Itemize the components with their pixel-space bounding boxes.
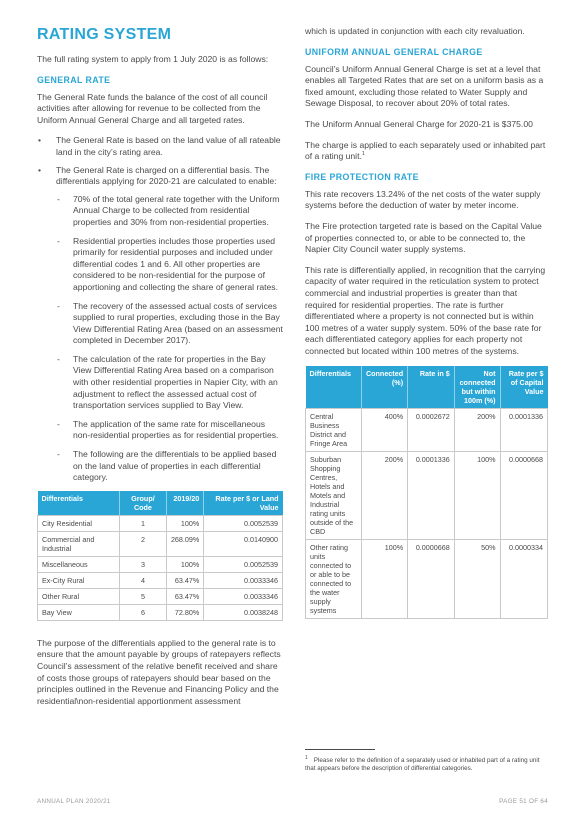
table-cell: 0.0002672 <box>408 409 455 452</box>
table-cell: 0.0140900 <box>204 531 283 556</box>
table-cell: 200% <box>361 452 407 540</box>
general-rate-heading: GENERAL RATE <box>37 74 111 85</box>
table-row <box>38 572 283 588</box>
footnote-number: 1 <box>305 755 308 761</box>
column-header: Group/ Code <box>119 491 166 516</box>
column-header: Rate per $ of Capital Value <box>500 366 547 409</box>
table-cell: Ex-City Rural <box>38 572 120 588</box>
table-cell: 63.47% <box>166 588 203 604</box>
fire-protection-heading: FIRE PROTECTION RATE <box>305 171 419 182</box>
table-cell: 0.0052539 <box>204 556 283 572</box>
right-column <box>305 26 548 619</box>
dash-item: - 70% of the total general rate together with the Uniform Annual Charge to be collected from residential properties and 30% from non-residential properties. <box>56 194 283 229</box>
intro-paragraph: The full rating system to apply from 1 July 2020 is as follows: <box>37 54 269 64</box>
column-header: Differentials <box>306 366 362 409</box>
dash-item: - Residential properties includes those properties used primarily for residential purposes and included under differential codes 1 and 6. All other properties are considered to be non-residential for the purpose of apportioning and collecting the share of general rates. <box>56 236 283 294</box>
uagc-heading: UNIFORM ANNUAL GENERAL CHARGE <box>305 46 483 57</box>
table-cell: Miscellaneous <box>38 556 120 572</box>
table-cell: 5 <box>119 588 166 604</box>
table-cell: 0.0038248 <box>204 604 283 620</box>
table-cell: 0.0052539 <box>204 515 283 531</box>
table-cell: 100% <box>361 540 407 619</box>
table-cell: City Residential <box>38 515 120 531</box>
table-cell: Other rating units connected to or able to be connected to the water supply systems <box>306 540 362 619</box>
fire-paragraph: This rate is differentially applied, in recognition that the carrying capacity of water required in the reticulation system to protect commercial and industrial properties is greater than that required for residential properties. The rate is further differentiated where a property is not connected but is within 100 metres of a water supply system. 50% of the base rate for each differentiated category applies for each property not connected but located within 100 metres of the systems. <box>305 264 546 356</box>
general-rate-bullets <box>37 135 283 483</box>
table-cell: 0.0001336 <box>500 409 547 452</box>
table-cell: 0.0001336 <box>408 452 455 540</box>
table-cell: Other Rural <box>38 588 120 604</box>
column-header: 2019/20 <box>166 491 203 516</box>
table-cell: 50% <box>454 540 500 619</box>
table-cell: 100% <box>166 556 203 572</box>
bullet-item-differential <box>37 165 283 484</box>
table-cell: 0.0000668 <box>408 540 455 619</box>
general-rate-paragraph: The General Rate funds the balance of the cost of all council activities after allowing for revenue to be collected from the Uniform Annual General Charge and all targeted rates. <box>37 91 268 125</box>
general-rate-closing-paragraph: The purpose of the differentials applied to the general rate is to ensure that the amount payable by groups of ratepayers reflects Council’s assessment of the relative benefit received and share of costs those groups of ratepayers should bear based on the principles outlined in the Revenue and Financing Policy and the residential\non-residential apportionment assessment <box>37 637 281 706</box>
table-cell: 0.0033346 <box>204 572 283 588</box>
table-cell: Commercial and Industrial <box>38 531 120 556</box>
table-row <box>306 409 548 452</box>
table-cell: 0.0000334 <box>500 540 547 619</box>
table-cell: 3 <box>119 556 166 572</box>
table-row <box>306 452 548 540</box>
table-cell: 0.0033346 <box>204 588 283 604</box>
column-header: Not connected but within 100m (%) <box>454 366 500 409</box>
page-title: RATING SYSTEM <box>37 26 172 43</box>
table-cell: 100% <box>166 515 203 531</box>
table-cell: Bay View <box>38 604 120 620</box>
left-column <box>37 26 283 716</box>
dash-item: - The calculation of the rate for properties in the Bay View Differential Rating Area based on a comparison with other residential properties in Napier City, with an adjustment to reflect the assessed actual cost of transportation services supplied to Bay View. <box>56 354 283 412</box>
table-cell: 268.09% <box>166 531 203 556</box>
table-row <box>38 531 283 556</box>
footer-page-number: PAGE 51 OF 64 <box>499 798 548 805</box>
uagc-charge-paragraph <box>305 140 548 163</box>
table-cell: Suburban Shopping Centres, Hotels and Motels and Industrial rating units outside of the CBD <box>306 452 362 540</box>
bullet-item: • The General Rate is based on the land value of all rateable land in the city’s rating area. <box>37 135 283 158</box>
column-header: Rate in $ <box>408 366 455 409</box>
fire-paragraph: The Fire protection targeted rate is based on the Capital Value of properties connected to, or able to be connected to, the Napier City Council water supply systems. <box>305 220 542 255</box>
table-cell: 0.0000668 <box>500 452 547 540</box>
table-row <box>38 515 283 531</box>
table-cell: 1 <box>119 515 166 531</box>
general-rate-differentials-table <box>37 491 283 621</box>
column-header: Rate per $ or Land Value <box>204 491 283 516</box>
footnote-divider <box>305 749 375 750</box>
table-header-row <box>38 491 283 516</box>
uagc-amount-paragraph: The Uniform Annual General Charge for 2020-21 is $375.00 <box>305 118 533 129</box>
table-header-row <box>306 366 548 409</box>
dash-item: - The recovery of the assessed actual costs of services supplied to rural properties, excluding those in the Bay View Differential Rating Area (based on an assessment completed in December 2017). <box>56 301 283 347</box>
dash-item: - The application of the same rate for miscellaneous non-residential properties as for residential properties. <box>56 419 283 442</box>
footnote <box>305 754 548 774</box>
footnote-text: Please refer to the definition of a separately used or inhabited part of a rating unit that appears before the description of differential categories. <box>305 757 540 773</box>
table-row <box>306 540 548 619</box>
fire-protection-table <box>305 366 548 619</box>
table-row <box>38 604 283 620</box>
fire-paragraph: This rate recovers 13.24% of the net costs of the water supply systems before the deduction of water by meter income. <box>305 188 541 211</box>
table-cell: 200% <box>454 409 500 452</box>
table-cell: Central Business District and Fringe Area <box>306 409 362 452</box>
table-cell: 2 <box>119 531 166 556</box>
footnote-marker: 1 <box>361 151 365 158</box>
table-row <box>38 556 283 572</box>
dash-item: - The following are the differentials to be applied based on the land value of properties in each differential category. <box>56 449 283 484</box>
continuation-paragraph: which is updated in conjunction with each city revaluation. <box>305 26 525 36</box>
column-header: Connected (%) <box>361 366 407 409</box>
bullet-text: The General Rate is charged on a differential basis. The differentials applying for 2020-21 are calculated to enable: <box>56 164 277 187</box>
table-cell: 6 <box>119 604 166 620</box>
table-cell: 400% <box>361 409 407 452</box>
uagc-paragraph: Council’s Uniform Annual General Charge is set at a level that enables all Targeted Rates that are set on a uniform basis as a fixed amount, excluding those related to Water Supply and Sewage Disposal, to recover about 20% of total rates. <box>305 63 544 109</box>
uagc-charge-text: The charge is applied to each separately used or inhabited part of a rating unit. <box>305 139 546 162</box>
table-cell: 72.80% <box>166 604 203 620</box>
table-row <box>38 588 283 604</box>
table-cell: 100% <box>454 452 500 540</box>
differential-sublist <box>56 194 283 484</box>
table-cell: 63.47% <box>166 572 203 588</box>
column-header: Differentials <box>38 491 120 516</box>
footer-document-title: ANNUAL PLAN 2020/21 <box>37 798 111 805</box>
table-cell: 4 <box>119 572 166 588</box>
